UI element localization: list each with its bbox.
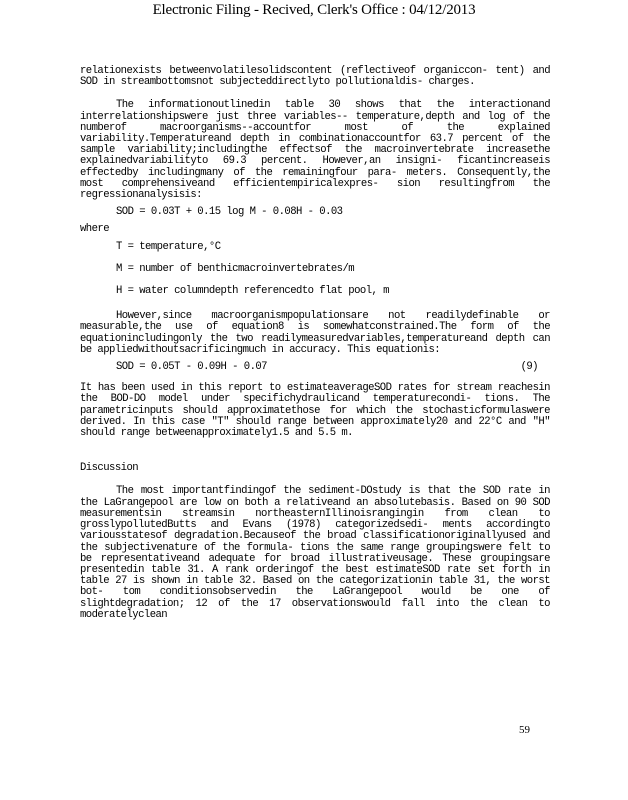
paragraph-3: However,since macroorganismpopulationsare not readilydefinable or measurable,the use of equation8 is somewhatconstrained.The form of the equationincludingonly the two readilymeasuredvariables,temperatureand depth can be appliedwithoutsacrificingmuch in accuracy. This equationis:	[80, 310, 550, 356]
variable-definitions	[116, 242, 550, 298]
page-number: 59	[519, 724, 530, 736]
definition-macroinvertebrates: M = number of benthicmacroinvertebrates/m	[116, 262, 355, 275]
equation-8: SOD = 0.03T + 0.15 log M - 0.08H - 0.03	[116, 206, 343, 219]
equation-9-formula: SOD = 0.05T - 0.09H - 0.07	[116, 361, 267, 374]
paragraph-2: The informationoutlinedin table 30 shows that the interactionand interrelationshipswere just three variables-- temperature,depth and log of the numberof macroorganisms--accountfor most of the explained variability.Temperatureand depth in combinationaccountfor 63.7 percent of the sample variability;includingthe effectsof the macroinvertebrate increasethe explainedvariabilityto 69.3 percent. However,an insigni- ficantincreaseis effectedby includingmany of the remainingfour para- meters. Consequently,the most comprehensiveand efficientempiricalexpres- sion resultingfrom the regressionanalysisis:	[80, 99, 550, 202]
document-body	[80, 66, 550, 621]
paragraph-5: The most importantfindingof the sediment-DOstudy is that the SOD rate in the LaGrangepool are low on both a relativeand an absolutebasis. Based on 90 SOD measurementsin streamsin northeasternIllinoisrangingin from clean to grosslypollutedButts and Evans (1978) categorizedsedi- ments accordingto variousstatesof degradation.Becauseof the broad classificationoriginallyused and the subjectivenature of the formula- tions the same range groupingswere felt to be representativeand adequate for broad illustrativeusage. These groupingsare presentedin table 31. A rank orderingof the best estimateSOD rate set forth in table 27 is shown in table 32. Based on the categorizationin table 31, the worst bot- tom conditionsobservedin the LaGrangepool would be one of slightdegradation; 12 of the 17 observationswould fall into the clean to moderatelyclean	[80, 485, 550, 621]
paragraph-1: relationexists betweenvolatilesolidscontent (reflectiveof organiccon- tent) and SOD in streambottomsnot subjecteddirectlyto pollutionaldis- charges.	[80, 65, 550, 89]
definition-depth: H = water columndepth referencedto flat pool, m	[116, 285, 389, 298]
filing-header: Electronic Filing - Recived, Clerk's Office : 04/12/2013	[152, 2, 476, 18]
equation-9	[116, 362, 550, 373]
where-label: where	[80, 223, 110, 236]
paragraph-4: It has been used in this report to estimateaverageSOD rates for stream reachesin the BOD-DO model under specifichydraulicand temperaturecondi- tions. The parametricinputs should approximatethose for which the stochasticformulaswere derived. In this case "T" should range between approximately20 and 22°C and "H" should range betweenapproximately1.5 and 5.5 m.	[80, 382, 550, 440]
equation-9-number: (9)	[520, 361, 538, 374]
section-heading-discussion: Discussion	[80, 462, 139, 475]
definition-temperature: T = temperature,°C	[116, 240, 221, 253]
